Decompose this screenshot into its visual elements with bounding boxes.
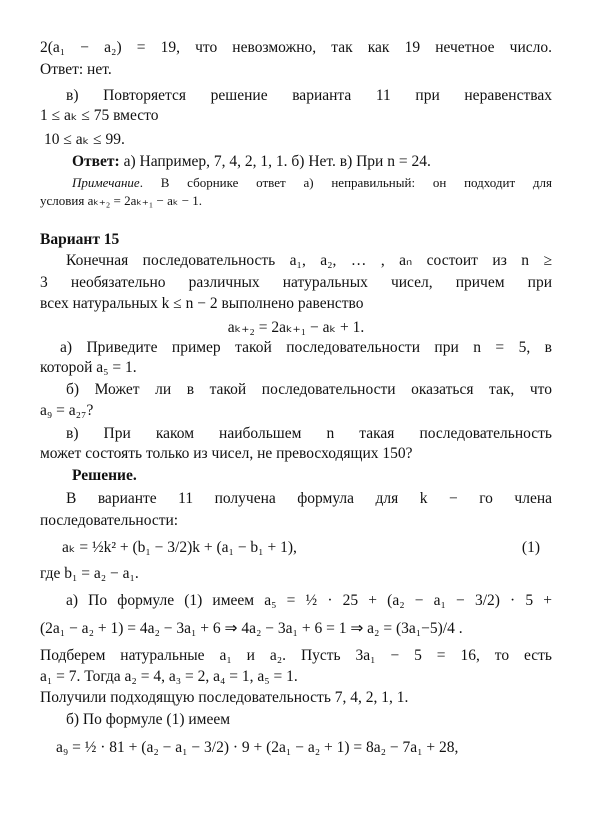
text-line: которой a₅ = 1.	[40, 359, 137, 376]
text-line: в) Повторяется решение варианта 11 при неравенствах	[66, 87, 552, 104]
text-line: может состоять только из чисел, не превосходящих 150?	[40, 445, 413, 462]
answer-label: Ответ:	[72, 153, 120, 170]
note-line	[72, 174, 552, 191]
text-line: а) По формуле (1) имеем a₅ = ½ · 25 + (a₂ − a₁ − 3/2) · 5 +	[66, 592, 552, 609]
text-line: Ответ: нет.	[40, 61, 112, 78]
formula-number: (1)	[521, 539, 540, 556]
answer-line	[72, 152, 552, 172]
section-heading: Вариант 15	[40, 231, 120, 248]
text-line: a₁ = 7. Тогда a₂ = 4, a₃ = 2, a₄ = 1, a₅ = 1.	[40, 668, 298, 685]
text-line: условия aₖ₊₂ = 2aₖ₊₁ − aₖ − 1.	[40, 193, 203, 208]
text-line: последовательности:	[40, 512, 179, 529]
text-line: а) Приведите пример такой последовательности при n = 5, в	[60, 339, 552, 356]
formula-1: aₖ = ½k² + (b₁ − 3/2)k + (a₁ − b₁ + 1),	[62, 539, 297, 556]
text-line: 3 необязательно различных натуральных чисел, причем при	[40, 274, 552, 291]
note-text: . В сборнике ответ а) неправильный: он подходит для	[139, 175, 552, 190]
text-line: в) При каком наибольшем n такая последовательность	[66, 425, 552, 442]
solution-heading: Решение.	[72, 467, 137, 484]
text-line: (2a₁ − a₂ + 1) = 4a₂ − 3a₁ + 6 ⇒ 4a₂ − 3a₁ + 6 = 1 ⇒ a₂ = (3a₁−5)/4 .	[40, 620, 463, 637]
text-line: 1 ≤ aₖ ≤ 75 вместо	[40, 107, 159, 124]
text-line: Получили подходящую последовательность 7, 4, 2, 1, 1.	[40, 689, 409, 706]
text-line: б) По формуле (1) имеем	[66, 711, 231, 728]
formula-line: aₖ₊₂ = 2aₖ₊₁ − aₖ + 1.	[227, 319, 365, 336]
text-line: В варианте 11 получена формула для k − го члена	[66, 490, 552, 507]
answer-text: а) Например, 7, 4, 2, 1, 1. б) Нет. в) При n = 24.	[123, 153, 431, 170]
text-line: 10 ≤ aₖ ≤ 99.	[44, 131, 125, 148]
formula-line: a₉ = ½ · 81 + (a₂ − a₁ − 3/2) · 9 + (2a₁ − a₂ + 1) = 8a₂ − 7a₁ + 28,	[56, 739, 459, 756]
text-line: Подберем натуральные a₁ и a₂. Пусть 3a₁ − 5 = 16, то есть	[40, 647, 552, 664]
text-line: где b₁ = a₂ − a₁.	[40, 565, 139, 582]
note-label: Примечание	[72, 175, 140, 190]
text-line: всех натуральных k ≤ n − 2 выполнено равенство	[40, 295, 364, 312]
text-line: 2(a₁ − a₂) = 19, что невозможно, так как 19 нечетное число.	[40, 39, 552, 56]
text-line: a₉ = a₂₇?	[40, 402, 94, 419]
text-line: Конечная последовательность a₁, a₂, … , aₙ состоит из n ≥	[66, 252, 552, 269]
text-line: б) Может ли в такой последовательности оказаться так, что	[66, 381, 552, 398]
